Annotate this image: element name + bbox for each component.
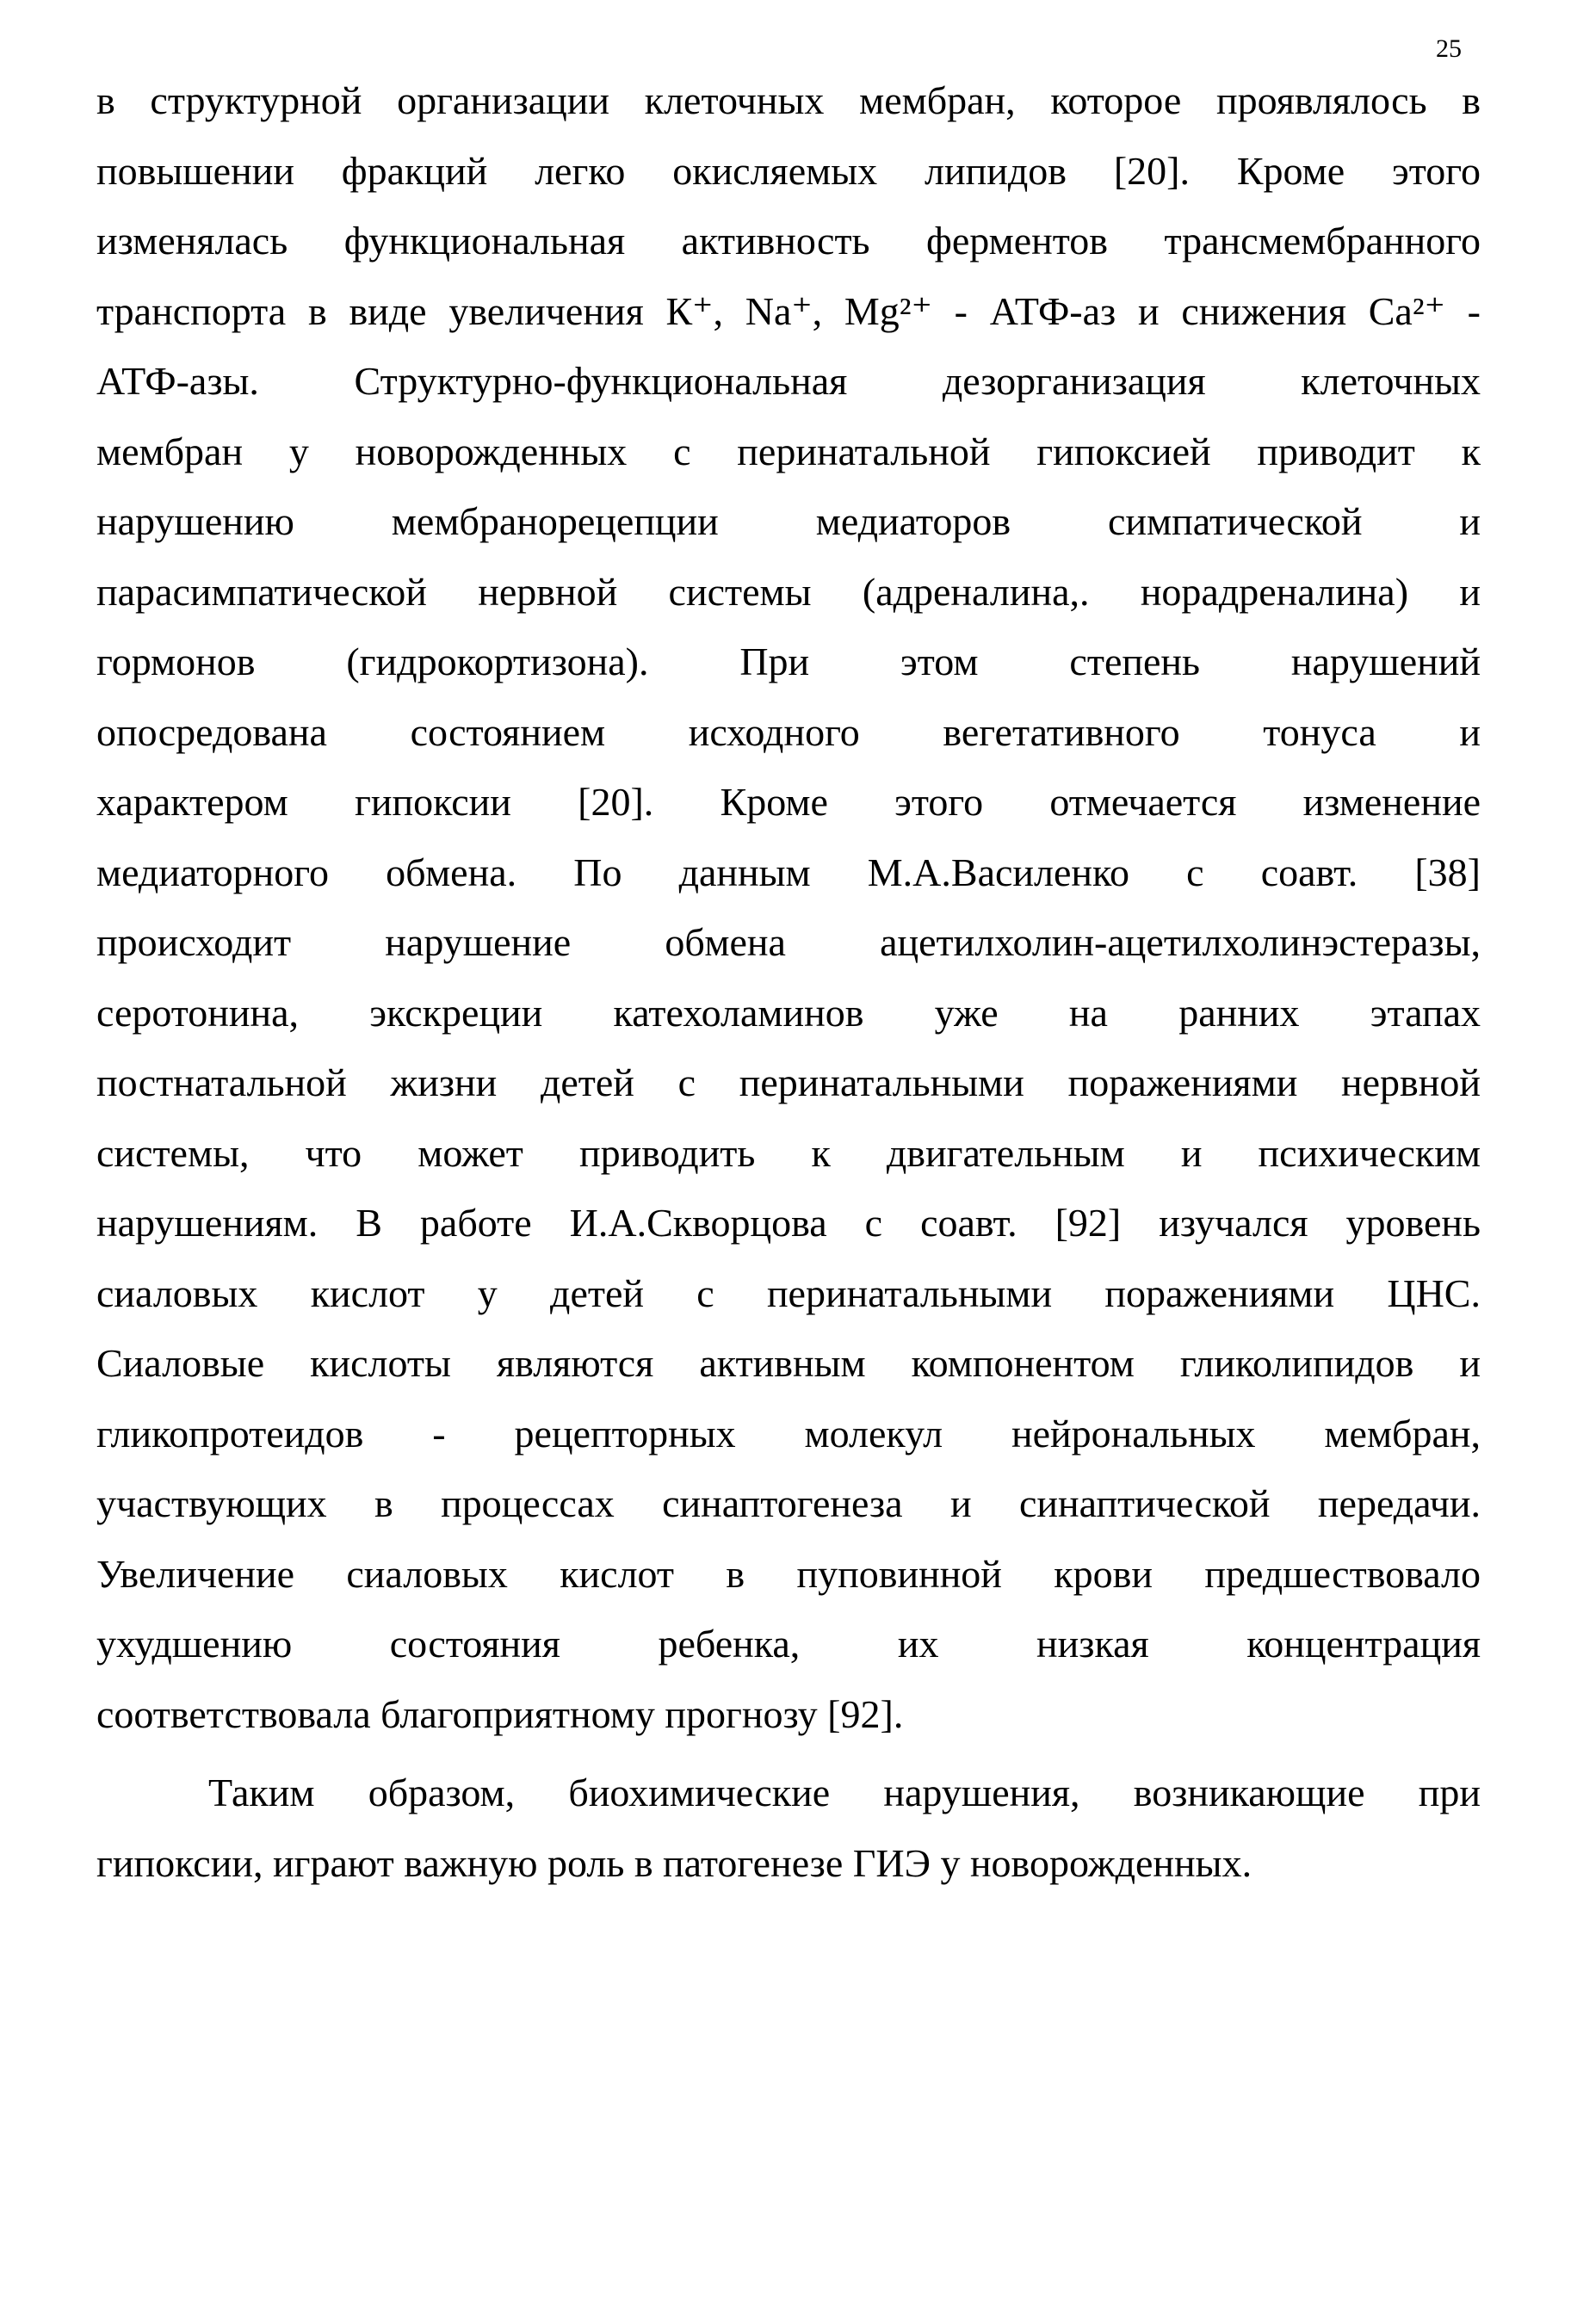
text-line: повышении фракций легко окисляемых липидов [20]. Кроме этого	[96, 148, 1481, 193]
text-line: АТФ-азы. Структурно-функциональная дезорганизация клеточных	[96, 359, 1481, 403]
text-line: медиаторного обмена. По данным М.А.Василенко с соавт. [38]	[96, 850, 1481, 894]
text-line: парасимпатической нервной системы (адреналина,. норадреналина) и	[96, 569, 1481, 614]
body-text	[96, 65, 1481, 1898]
text-line: сиаловых кислот у детей с перинатальными поражениями ЦНС.	[96, 1270, 1481, 1315]
text-line: гликопротеидов - рецепторных молекул нейрональных мембран,	[96, 1411, 1481, 1456]
text-line: постнатальной жизни детей с перинатальными поражениями нервной	[96, 1060, 1481, 1104]
paragraph-1	[96, 65, 1481, 1749]
text-line: Увеличение сиаловых кислот в пуповинной крови предшествовало	[96, 1551, 1481, 1596]
text-line: мембран у новорожденных с перинатальной гипоксией приводит к	[96, 429, 1481, 473]
text-line: Таким образом, биохимические нарушения, возникающие при	[208, 1771, 1481, 1814]
paragraph-2	[96, 1758, 1481, 1898]
text-line: происходит нарушение обмена ацетилхолин-ацетилхолинэстеразы,	[96, 920, 1481, 964]
text-line: ухудшению состояния ребенка, их низкая концентрация	[96, 1622, 1481, 1666]
text-line: транспорта в виде увеличения К⁺, Na⁺, Mg²⁺ - АТФ-аз и снижения Са²⁺ -	[96, 288, 1481, 333]
text-line: опосредована состоянием исходного вегетативного тонуса и	[96, 709, 1481, 754]
text-line: характером гипоксии [20]. Кроме этого отмечается изменение	[96, 780, 1481, 824]
text-line: участвующих в процессах синаптогенеза и синаптической передачи.	[96, 1481, 1481, 1525]
text-line: в структурной организации клеточных мембран, которое проявлялось в	[96, 78, 1481, 122]
text-line: нарушению мембранорецепции медиаторов симпатической и	[96, 499, 1481, 543]
text-line: изменялась функциональная активность ферментов трансмембранного	[96, 219, 1481, 263]
text-line: гормонов (гидрокортизона). При этом степень нарушений	[96, 640, 1481, 683]
text-line: нарушениям. В работе И.А.Скворцова с соавт. [92] изучался уровень	[96, 1201, 1481, 1245]
text-line: соответствовала благоприятному прогнозу [92].	[96, 1691, 904, 1736]
text-line: системы, что может приводить к двигательным и психическим	[96, 1130, 1481, 1175]
text-line: Сиаловые кислоты являются активным компонентом гликолипидов и	[96, 1341, 1481, 1385]
page-number: 25	[1436, 34, 1462, 63]
text-line: гипоксии, играют важную роль в патогенезе ГИЭ у новорожденных.	[96, 1840, 1252, 1885]
text-line: серотонина, экскреции катехоламинов уже на ранних этапах	[96, 990, 1481, 1035]
